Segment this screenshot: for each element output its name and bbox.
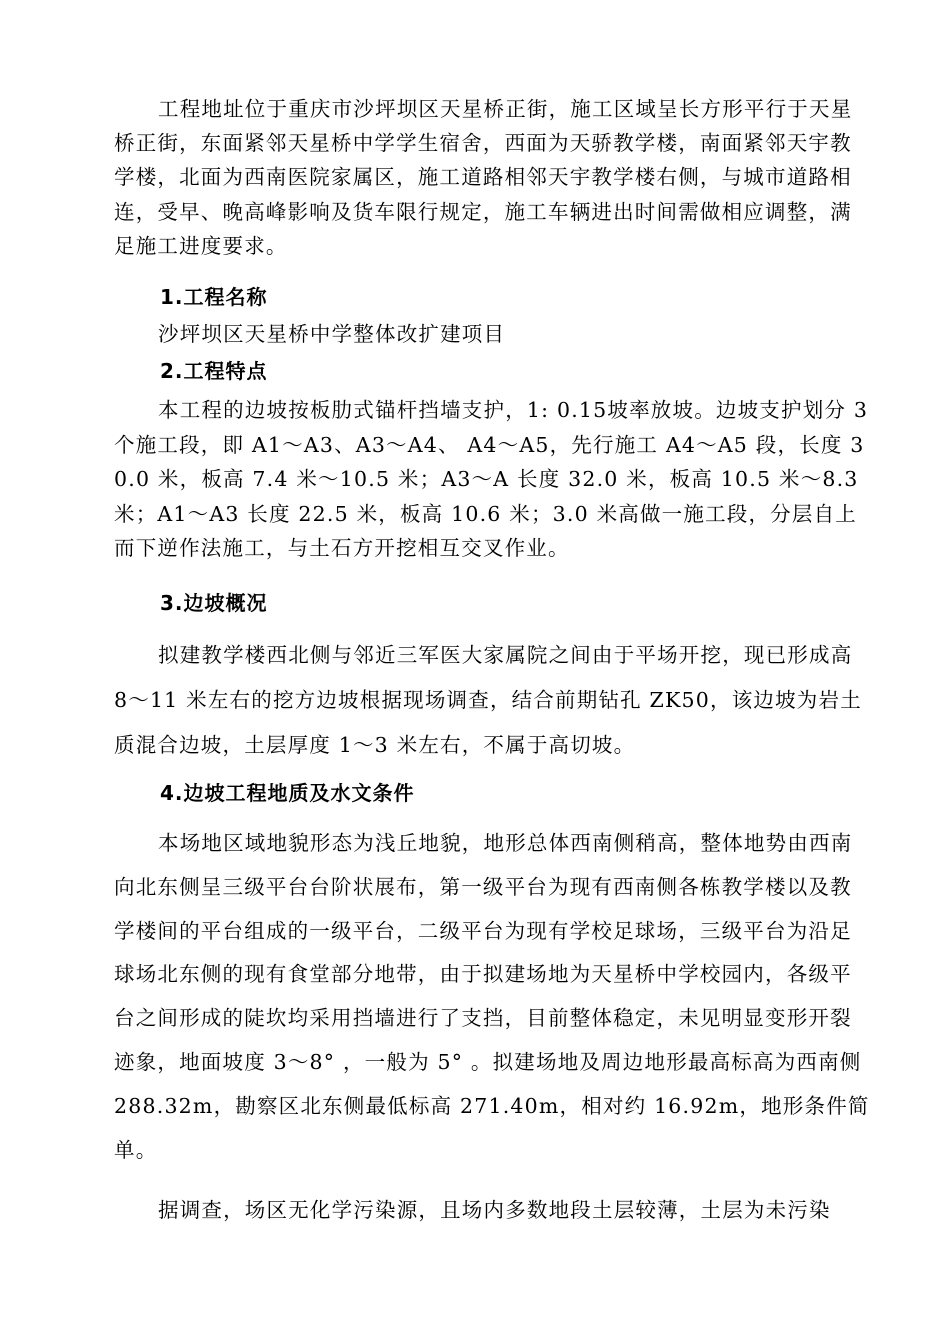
section-2-body: 本工程的边坡按板肋式锚杆挡墙支护，1: 0.15坡率放坡。边坡支护划分 3 个施工段，即 A1～A3、A3～A4、 A4～A5，先行施工 A4～A5 段，长度 30.0 米，板高 7.4 米～10.5 米；A3～A 长度 32.0 米，板高 10.5 米～8.3 米；A1～A3 长度 22.5 米，板高 10.6 米；3.0 米高做一施工段，分层自上而下逆作法施工，与土石方开挖相互交叉作业。 — [114, 398, 869, 560]
section-4-body-continued: 据调查，场区无化学污染源，且场内多数地段土层较薄，土层为未污染 — [158, 1198, 831, 1222]
section-2-heading: 2.工程特点 — [160, 359, 268, 383]
section-3-body: 拟建教学楼西北侧与邻近三军医大家属院之间由于平场开挖，现已形成高 8～11 米左右的挖方边坡根据现场调查，结合前期钻孔 ZK50，该边坡为岩土质混合边坡，土层厚度 1～3 米左右，不属于高切坡。 — [114, 643, 862, 757]
section-1-heading: 1.工程名称 — [160, 285, 268, 309]
section-4-heading: 4.边坡工程地质及水文条件 — [160, 781, 415, 805]
intro-paragraph: 工程地址位于重庆市沙坪坝区天星桥正街，施工区域呈长方形平行于天星桥正街，东面紧邻天星桥中学学生宿舍，西面为天骄教学楼，南面紧邻天宇教学楼，北面为西南医院家属区，施工道路相邻天宇教学楼右侧，与城市道路相连，受早、晚高峰影响及货车限行规定，施工车辆进出时间需做相应调整，满足施工进度要求。 — [114, 97, 853, 258]
section-4-body: 本场地区域地貌形态为浅丘地貌，地形总体西南侧稍高，整体地势由西南向北东侧呈三级平台台阶状展布，第一级平台为现有西南侧各栋教学楼以及教学楼间的平台组成的一级平台，二级平台为现有学校足球场，三级平台为沿足球场北东侧的现有食堂部分地带，由于拟建场地为天星桥中学校园内，各级平台之间形成的陡坎均采用挡墙进行了支挡，目前整体稳定，未见明显变形开裂迹象，地面坡度 3～8° ，一般为 5° 。拟建场地及周边地形最高标高为西南侧 288.32m，勘察区北东侧最低标高 271.40m，相对约 16.92m，地形条件简单。 — [114, 831, 870, 1162]
section-1-body: 沙坪坝区天星桥中学整体改扩建项目 — [158, 322, 506, 346]
section-3-heading: 3.边坡概况 — [160, 591, 268, 615]
